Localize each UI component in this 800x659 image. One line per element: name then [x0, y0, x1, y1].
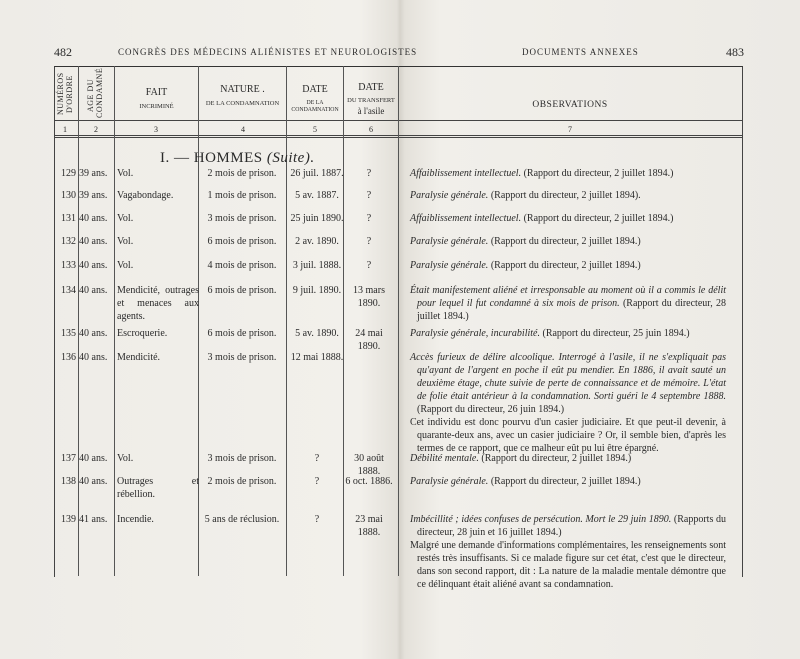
observation-diagnosis: Affaiblissement intellectuel. [410, 213, 522, 224]
observation-diagnosis: Était manifestement aliéné et irresponsable au moment où il a commis le délit pour lequel il fut condamné à six mois de prison. [410, 285, 726, 309]
observation-diagnosis: Paralysie générale. [410, 190, 489, 201]
row-date: ? [314, 514, 320, 525]
row-age: 40 ans. [79, 453, 108, 464]
row-number: 129 [61, 168, 76, 179]
observation-source: (Rapport du directeur, 2 juillet 1894.) [488, 236, 641, 247]
header-transfert-sub: DU TRANSFERT [347, 96, 395, 104]
column-number: 7 [568, 125, 572, 134]
column-number: 3 [154, 125, 158, 134]
observation-source: (Rapport du directeur, 2 juillet 1894.) [488, 476, 641, 487]
row-fait: Mendicité, outrages et menaces aux agents. [117, 285, 199, 322]
row-number: 130 [61, 190, 76, 201]
row-observation [410, 235, 726, 248]
row-age: 39 ans. [79, 190, 108, 201]
row-transfert: 24 mai 1890. [355, 328, 383, 352]
observation-source: (Rapport du directeur, 2 juillet 1894.) [521, 213, 674, 224]
column-divider [398, 66, 399, 576]
observation-paragraph [410, 189, 726, 202]
row-transfert: 13 mars 1890. [353, 285, 385, 309]
row-transfert: ? [366, 190, 372, 201]
row-observation [410, 167, 726, 180]
row-nature: 2 mois de prison. [207, 476, 277, 487]
observation-paragraph [410, 235, 726, 248]
row-age: 40 ans. [79, 328, 108, 339]
right-running-head: DOCUMENTS ANNEXES [522, 47, 639, 57]
row-transfert: ? [366, 168, 372, 179]
row-nature: 6 mois de prison. [207, 236, 277, 247]
observation-paragraph [410, 513, 726, 539]
row-observation [410, 284, 726, 323]
row-fait: Mendicité. [117, 352, 161, 363]
row-nature: 3 mois de prison. [207, 453, 277, 464]
left-running-head: CONGRÈS DES MÉDECINS ALIÉNISTES ET NEUROLOGISTES [118, 47, 418, 57]
row-age: 40 ans. [79, 476, 108, 487]
observation-diagnosis: Paralysie générale, incurabilité. [410, 328, 540, 339]
observation-source: (Rapport du directeur, 2 juillet 1894.) [521, 168, 674, 179]
observation-source: (Rapport du directeur, 28 juillet 1894.) [417, 298, 726, 322]
header-transfert-main: DATE [358, 82, 384, 93]
observation-paragraph [410, 452, 726, 465]
row-date: 3 juil. 1888. [292, 260, 342, 271]
header-nature-main: NATURE . [220, 84, 265, 95]
observation-diagnosis: Affaiblissement intellectuel. [410, 168, 522, 179]
left-page-number: 482 [54, 45, 72, 59]
row-age: 39 ans. [79, 168, 108, 179]
row-number: 131 [61, 213, 76, 224]
section-title-suffix: (Suite). [266, 150, 315, 166]
row-age: 40 ans. [79, 285, 108, 296]
row-observation [410, 189, 726, 202]
row-number: 138 [61, 476, 76, 487]
row-observation [410, 452, 726, 465]
column-divider [114, 66, 115, 576]
column-number: 6 [369, 125, 373, 134]
row-number: 137 [61, 453, 76, 464]
row-observation [410, 259, 726, 272]
observation-diagnosis: Imbécillité ; idées confuses de persécution. Mort le 29 juin 1890. [410, 514, 672, 525]
observation-diagnosis: Accès furieux de délire alcoolique. Interrogé à l'asile, il ne s'expliquait pas qu'ayant de l'argent en poche il eût pu mendier. En 1886, il avait sauté un deuxième étage, chute suivie de perte de connaissance et de mémoire. L'état de folie était antérieur à la condamnation. Sorti guéri le 4 septembre 1888. [410, 352, 726, 402]
row-age: 40 ans. [79, 352, 108, 363]
column-number: 1 [63, 125, 67, 134]
observation-diagnosis: Paralysie générale. [410, 260, 489, 271]
row-date: 5 av. 1890. [295, 328, 339, 339]
row-observation [410, 212, 726, 225]
observation-source: (Rapport du directeur, 2 juillet 1894.) [478, 453, 632, 464]
row-fait: Vol. [117, 236, 134, 247]
row-date: 26 juil. 1887. [290, 168, 344, 179]
row-transfert: ? [366, 260, 372, 271]
row-number: 136 [61, 352, 76, 363]
row-date: 5 av. 1887. [295, 190, 339, 201]
row-nature: 6 mois de prison. [207, 285, 277, 296]
observation-note: Malgré une demande d'informations complémentaires, les renseignements sont restés très insuffisants. Si ce malade figure sur cet état, c'est que le directeur, dans son second rapport, dit : La nature de la maladie mentale démontre que ce délinquant était aliéné avant sa condamnation. [410, 540, 726, 590]
row-transfert: 30 août 1888. [354, 453, 384, 477]
row-number: 134 [61, 285, 76, 296]
header-numeros: NUMÉROS D'ORDRE [56, 72, 74, 116]
row-nature: 4 mois de prison. [207, 260, 277, 271]
row-nature: 3 mois de prison. [207, 213, 277, 224]
header-fait [115, 87, 198, 111]
header-nature [199, 84, 286, 108]
row-nature: 2 mois de prison. [207, 168, 277, 179]
row-date: 2 av. 1890. [295, 236, 339, 247]
row-fait: Vol. [117, 168, 134, 179]
column-divider [286, 66, 287, 576]
section-title [160, 150, 315, 167]
section-title-main: I. — HOMMES [160, 150, 263, 166]
row-date: 25 juin 1890. [290, 213, 344, 224]
header-transfert [344, 82, 398, 117]
row-date: ? [314, 453, 320, 464]
observation-diagnosis: Paralysie générale. [410, 236, 489, 247]
row-transfert: ? [366, 213, 372, 224]
observation-diagnosis: Paralysie générale. [410, 476, 489, 487]
observation-note: Cet individu est donc pourvu d'un casier judiciaire. Et que peut-il devenir, à quarante-deux ans, avec un casier judiciaire ? Or, il semble bien, d'après les termes de ce rapport, que ce malheur eût pu lui être épargné. [410, 417, 726, 454]
row-nature: 6 mois de prison. [207, 328, 277, 339]
header-fait-main: FAIT [145, 87, 168, 98]
row-number: 135 [61, 328, 76, 339]
observation-source: (Rapports du directeur, 28 juin et 16 juillet 1894.) [417, 514, 726, 538]
observation-source: (Rapport du directeur, 2 juillet 1894). [488, 190, 641, 201]
row-fait: Escroquerie. [117, 328, 168, 339]
row-fait: Incendie. [117, 514, 154, 525]
row-observation [410, 475, 726, 488]
header-transfert-sub2: à l'asile [357, 105, 385, 116]
observation-paragraph [410, 327, 726, 340]
row-fait: Vol. [117, 213, 134, 224]
observation-source: (Rapport du directeur, 25 juin 1894.) [539, 328, 690, 339]
header-age: AGE DU CONDAMNÉ [86, 67, 104, 118]
row-date: 9 juil. 1890. [292, 285, 342, 296]
row-date: 12 mai 1888. [290, 352, 344, 363]
header-fait-sub: INCRIMINÉ [139, 102, 174, 110]
row-transfert: ? [366, 236, 372, 247]
right-page-number: 483 [726, 45, 744, 59]
observation-paragraph [410, 475, 726, 488]
header-date [287, 84, 343, 114]
header-observations: OBSERVATIONS [532, 100, 608, 110]
row-nature: 1 mois de prison. [207, 190, 277, 201]
column-number: 4 [241, 125, 245, 134]
row-fait: Vol. [117, 453, 134, 464]
row-date: ? [314, 476, 320, 487]
observation-diagnosis: Débilité mentale. [410, 453, 479, 464]
row-number: 133 [61, 260, 76, 271]
row-observation [410, 513, 726, 591]
observation-source: (Rapport du directeur, 2 juillet 1894.) [488, 260, 641, 271]
row-number: 132 [61, 236, 76, 247]
row-age: 40 ans. [79, 260, 108, 271]
column-number: 2 [94, 125, 98, 134]
row-fait: Vagabondage. [117, 190, 174, 201]
row-transfert: 23 mai 1888. [355, 514, 383, 538]
row-number: 139 [61, 514, 76, 525]
observation-source: (Rapport du directeur, 26 juin 1894.) [417, 404, 565, 415]
row-age: 40 ans. [79, 213, 108, 224]
row-age: 41 ans. [79, 514, 108, 525]
observation-paragraph [410, 259, 726, 272]
observation-paragraph [410, 212, 726, 225]
observation-paragraph [410, 351, 726, 416]
header-nature-sub: DE LA CONDAMNATION [205, 99, 280, 107]
column-divider [78, 66, 79, 576]
header-date-main: DATE [302, 84, 328, 95]
observation-paragraph [410, 284, 726, 323]
column-number: 5 [313, 125, 317, 134]
row-nature: 3 mois de prison. [207, 352, 277, 363]
row-transfert: 6 oct. 1886. [345, 476, 393, 487]
column-divider [343, 66, 344, 576]
row-age: 40 ans. [79, 236, 108, 247]
row-fait: Outrages et rébellion. [117, 476, 199, 500]
observation-paragraph [410, 167, 726, 180]
row-observation [410, 351, 726, 455]
row-observation [410, 327, 726, 340]
row-nature: 5 ans de réclusion. [204, 514, 280, 525]
row-fait: Vol. [117, 260, 134, 271]
header-date-sub: DE LA CONDAMNATION [291, 99, 339, 113]
